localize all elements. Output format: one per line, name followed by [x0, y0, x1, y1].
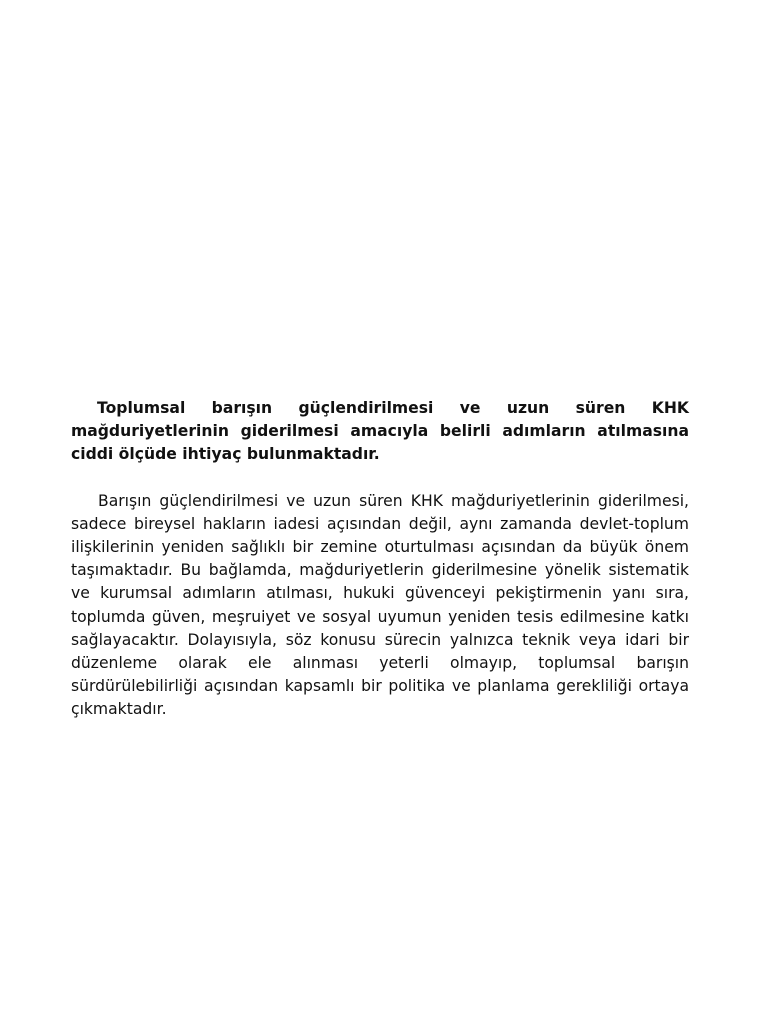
body-paragraph: Barışın güçlendirilmesi ve uzun süren KHK mağduriyetlerinin giderilmesi, sadece bireysel hakların iadesi açısından değil, aynı zamanda devlet-toplum ilişkilerinin yeniden sağlıklı bir zemine oturtulması açısından da büyük önem taşımaktadır. Bu bağlamda, mağduriyetlerin giderilmesine yönelik sistematik ve kurumsal adımların atılması, hukuki güvenceyi pekiştirmenin yanı sıra, toplumda güven, meşruiyet ve sosyal uyumun yeniden tesis edilmesine katkı sağlayacaktır. Dolayısıyla, söz konusu sürecin yalnızca teknik veya idari bir düzenleme olarak ele alınması yeterli olmayıp, toplumsal barışın sürdürülebilirliği açısından kapsamlı bir politika ve planlama gerekliliği ortaya çıkmaktadır. — [71, 491, 689, 719]
document-text — [71, 397, 689, 722]
lead-paragraph: Toplumsal barışın güçlendirilmesi ve uzun süren KHK mağduriyetlerinin giderilmesi amacıyla belirli adımların atılmasına ciddi ölçüde ihtiyaç bulunmaktadır. — [71, 399, 689, 464]
